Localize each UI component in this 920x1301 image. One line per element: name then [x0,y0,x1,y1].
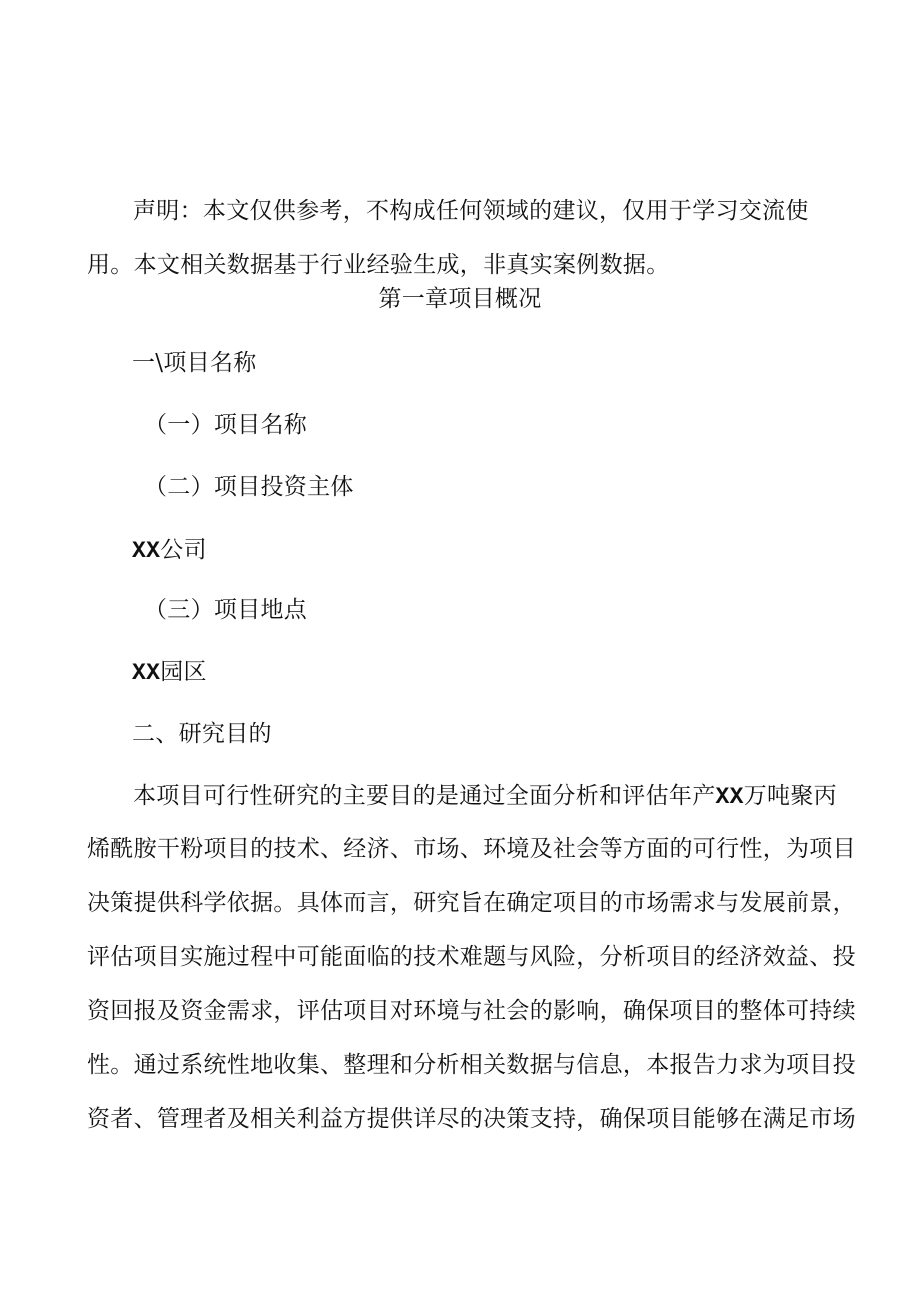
paragraph-line-1-b: XX [715,784,744,810]
paragraph-line-6: 性。通过系统性地收集、整理和分析相关数据与信息，本报告力求为项目投 [87,1052,856,1078]
section-2-heading: 二、研究目的 [132,721,272,747]
paragraph-line-1-a: 本项目可行性研究的主要目的是通过全面分析和评估年产 [133,783,716,809]
paragraph-line-1 [133,781,837,812]
investor-prefix: XX [132,538,161,564]
section-1-heading: 一\项目名称 [132,350,257,376]
paragraph-line-7: 资者、管理者及相关利益方提供详尽的决策支持，确保项目能够在满足市场 [87,1106,856,1132]
paragraph-line-4: 评估项目实施过程中可能面临的技术难题与风险，分析项目的经济效益、投 [87,944,856,970]
investor-suffix: 公司 [160,537,207,563]
disclaimer-line-1: 声明：本文仅供参考，不构成任何领域的建议，仅用于学习交流使 [133,198,809,224]
location-suffix: 园区 [160,659,207,685]
subsection-project-name: （一）项目名称 [144,412,308,438]
chapter-title: 第一章项目概况 [378,286,542,312]
disclaimer-line-2: 用。本文相关数据基于行业经验生成，非真实案例数据。 [87,252,670,278]
location-value [132,657,207,688]
paragraph-line-3: 决策提供科学依据。具体而言，研究旨在确定项目的市场需求与发展前景， [87,890,856,916]
paragraph-line-5: 资回报及资金需求，评估项目对环境与社会的影响，确保项目的整体可持续 [87,998,856,1024]
investor-value [132,535,207,566]
subsection-investor: （二）项目投资主体 [144,474,354,500]
paragraph-line-1-c: 万吨聚丙 [743,783,837,809]
paragraph-line-2: 烯酰胺干粉项目的技术、经济、市场、环境及社会等方面的可行性，为项目 [87,836,856,862]
location-prefix: XX [132,660,161,686]
subsection-location: （三）项目地点 [144,597,308,623]
